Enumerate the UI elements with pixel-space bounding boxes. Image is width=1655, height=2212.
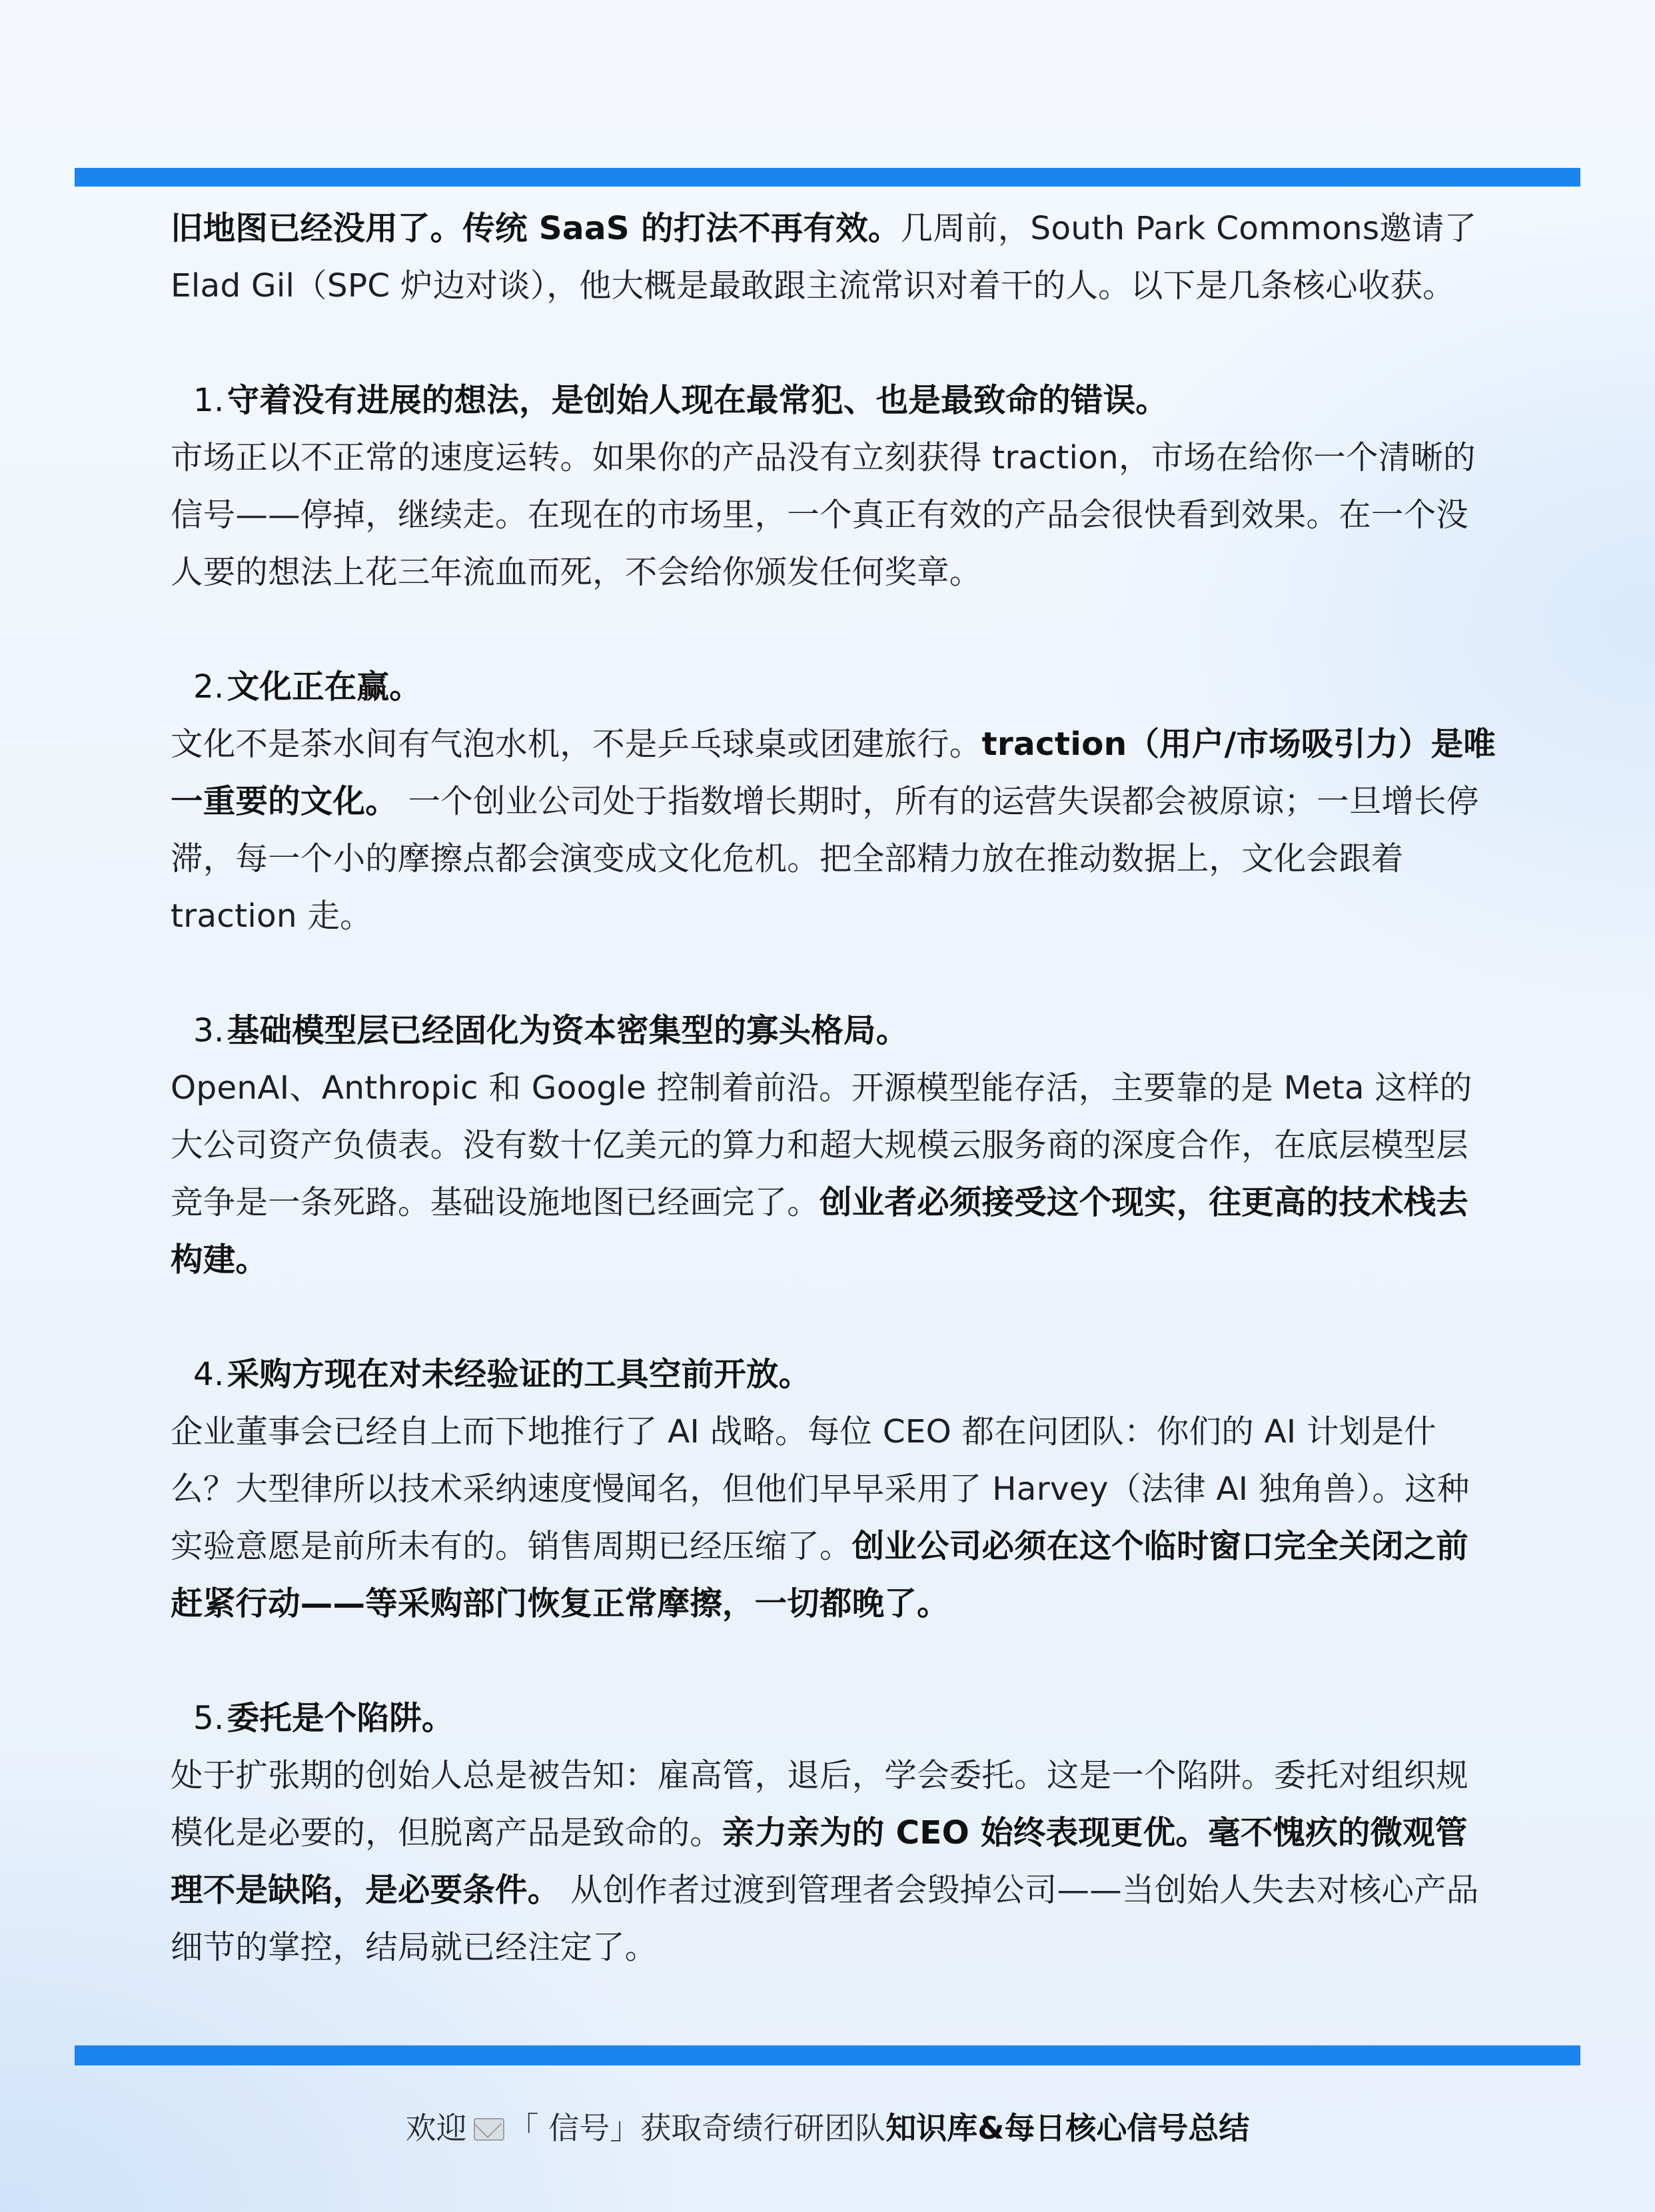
point-5-heading bbox=[171, 1690, 1496, 1747]
footer-channel: 「 信号」获取奇绩行研团队 bbox=[508, 2110, 886, 2146]
point-3-bold: 创业者必须接受这个现实，往更高的技术栈去构建。 bbox=[171, 1184, 1469, 1279]
point-1-body bbox=[171, 429, 1496, 601]
point-5-text-2: 从创作者过渡到管理者会毁掉公司——当创始人失去对核心产品细节的掌控，结局就已经注定了。 bbox=[171, 1872, 1479, 1966]
point-2-text-2: 一个创业公司处于指数增长期时，所有的运营失误都会被原谅；一旦增长停滞，每一个小的摩擦点都会演变成文化危机。把全部精力放在推动数据上，文化会跟着 traction 走。 bbox=[171, 783, 1479, 935]
article-body bbox=[171, 200, 1496, 1976]
intro-bold: 旧地图已经没用了。传统 SaaS 的打法不再有效。 bbox=[171, 210, 901, 247]
footer-bold: 知识库&每日核心信号总结 bbox=[885, 2110, 1250, 2146]
point-4-body bbox=[171, 1403, 1496, 1632]
point-3-body bbox=[171, 1059, 1496, 1289]
point-4-heading bbox=[171, 1346, 1496, 1403]
point-2 bbox=[171, 658, 1496, 945]
point-2-title: 文化正在赢。 bbox=[227, 668, 422, 706]
point-4-bold: 创业公司必须在这个临时窗口完全关闭之前赶紧行动——等采购部门恢复正常摩擦，一切都晚了。 bbox=[171, 1528, 1469, 1622]
top-accent-bar bbox=[75, 168, 1580, 187]
point-4-text: 企业董事会已经自上而下地推行了 AI 战略。每位 CEO 都在问团队：你们的 AI 计划是什么？大型律所以技术采纳速度慢闻名，但他们早早采用了 Harvey（法律 AI 独角兽）。这种实验意愿是前所未有的。销售周期已经压缩了。 bbox=[171, 1413, 1470, 1565]
bottom-accent-bar bbox=[75, 2045, 1580, 2065]
point-3-text: OpenAI、Anthropic 和 Google 控制着前沿。开源模型能存活，主要靠的是 Meta 这样的大公司资产负债表。没有数十亿美元的算力和超大规模云服务商的深度合作，在底层模型层竞争是一条死路。基础设施地图已经画完了。 bbox=[171, 1069, 1472, 1221]
envelope-icon bbox=[474, 2118, 504, 2141]
point-5 bbox=[171, 1690, 1496, 1976]
point-5-text: 处于扩张期的创始人总是被告知：雇高管，退后，学会委托。这是一个陷阱。委托对组织规模化是必要的，但脱离产品是致命的。 bbox=[171, 1757, 1469, 1852]
point-1-text: 市场正以不正常的速度运转。如果你的产品没有立刻获得 traction，市场在给你一个清晰的信号——停掉，继续走。在现在的市场里，一个真正有效的产品会很快看到效果。在一个没人要的想法上花三年流血而死，不会给你颁发任何奖章。 bbox=[171, 439, 1476, 591]
footer-prefix: 欢迎 bbox=[405, 2110, 467, 2146]
point-3 bbox=[171, 1002, 1496, 1289]
point-1 bbox=[171, 372, 1496, 601]
point-3-number: 3. bbox=[193, 1012, 225, 1049]
point-2-body bbox=[171, 716, 1496, 945]
point-5-body bbox=[171, 1747, 1496, 1976]
point-2-heading bbox=[171, 658, 1496, 716]
point-4-number: 4. bbox=[193, 1356, 225, 1393]
point-1-heading bbox=[171, 372, 1496, 429]
intro-paragraph bbox=[171, 200, 1496, 314]
point-5-number: 5. bbox=[193, 1700, 225, 1737]
point-3-title: 基础模型层已经固化为资本密集型的寡头格局。 bbox=[227, 1012, 909, 1049]
point-4-title: 采购方现在对未经验证的工具空前开放。 bbox=[227, 1356, 812, 1393]
intro-text: 几周前，South Park Commons邀请了 Elad Gil（SPC 炉边对谈），他大概是最敢跟主流常识对着干的人。以下是几条核心收获。 bbox=[171, 210, 1477, 304]
point-3-heading bbox=[171, 1002, 1496, 1059]
point-4 bbox=[171, 1346, 1496, 1632]
point-5-title: 委托是个陷阱。 bbox=[227, 1700, 454, 1737]
footer-signup-line bbox=[0, 2107, 1655, 2149]
point-2-number: 2. bbox=[193, 668, 225, 706]
point-5-bold: 亲力亲为的 CEO 始终表现更优。毫不愧疚的微观管理不是缺陷，是必要条件。 bbox=[171, 1814, 1468, 1909]
point-2-text: 文化不是茶水间有气泡水机，不是乒乓球桌或团建旅行。 bbox=[171, 726, 982, 763]
point-2-bold: traction（用户/市场吸引力）是唯一重要的文化。 bbox=[171, 726, 1496, 820]
point-1-title: 守着没有进展的想法，是创始人现在最常犯、也是最致命的错误。 bbox=[227, 382, 1168, 419]
point-1-number: 1. bbox=[193, 382, 225, 419]
